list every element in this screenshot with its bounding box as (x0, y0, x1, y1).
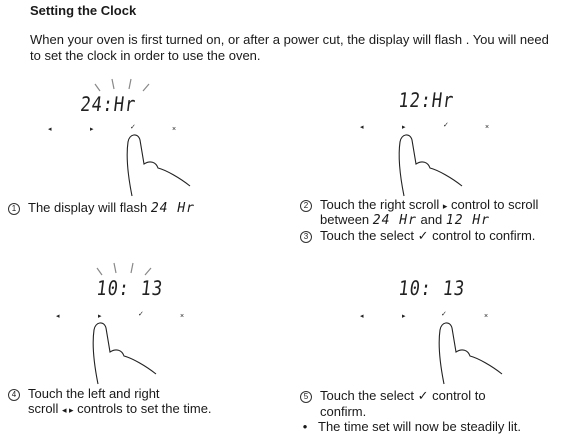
step-text: control to scroll (451, 197, 539, 212)
right-scroll-icon[interactable]: ▸ (402, 124, 406, 131)
pointing-hand-icon (432, 316, 522, 386)
step-4-line-2 (28, 401, 212, 418)
step-number-badge: 2 (300, 200, 312, 212)
cancel-icon[interactable]: × (485, 124, 490, 131)
step-5-line-2: confirm. (320, 404, 367, 419)
left-scroll-icon[interactable]: ◂ (360, 313, 364, 320)
select-icon: ✓ (417, 388, 429, 403)
step-2-line-2 (320, 212, 490, 229)
left-scroll-icon[interactable]: ◂ (360, 124, 364, 131)
intro-paragraph: When your oven is first turned on, or after a power cut, the display will flash . You will need to set the clock in order to use the oven. (30, 32, 549, 63)
pointing-hand-icon (392, 128, 482, 198)
display-code: 24 Hr (372, 213, 417, 228)
bullet-text: The time set will now be steadily lit. (318, 419, 522, 434)
bullet-icon: • (302, 419, 308, 434)
step-number-badge: 3 (300, 231, 312, 243)
step-4 (8, 386, 160, 402)
step-number-badge: 1 (8, 203, 20, 215)
lcd-display-time: 10: 13 (397, 276, 467, 300)
step-3 (300, 228, 535, 244)
cancel-icon[interactable]: × (180, 313, 185, 320)
cancel-icon[interactable]: × (172, 126, 177, 133)
step-text: Touch the select (320, 388, 414, 403)
step-text: and (420, 212, 443, 227)
select-icon[interactable]: ✓ (443, 122, 449, 129)
step-text: control to confirm. (432, 228, 536, 243)
left-scroll-icon[interactable]: ◂ (48, 126, 52, 133)
select-icon: ✓ (417, 228, 429, 243)
step-text: controls to set the time. (77, 401, 212, 416)
right-scroll-icon[interactable]: ▸ (90, 126, 94, 133)
flash-rays-icon (96, 262, 156, 276)
cancel-icon[interactable]: × (484, 313, 489, 320)
step-text: Touch the select (320, 228, 414, 243)
display-code: 12 Hr (445, 213, 491, 228)
step-text: The display will flash (28, 200, 148, 215)
bullet-note (300, 419, 521, 435)
lcd-display-time: 10: 13 (95, 276, 165, 300)
step-text: between (320, 212, 370, 227)
right-scroll-icon: ▸ (442, 201, 448, 211)
display-code: 24 Hr (150, 201, 195, 216)
step-number-badge: 5 (300, 391, 312, 403)
select-icon[interactable]: ✓ (441, 311, 447, 318)
scroll-arrows-icon: ◂ ▸ (61, 405, 74, 415)
flash-rays-icon (94, 78, 154, 92)
left-scroll-icon[interactable]: ◂ (56, 313, 60, 320)
step-text: Touch the left and right (28, 386, 160, 401)
lcd-display-12hr: 12:Hr (397, 88, 456, 112)
right-scroll-icon[interactable]: ▸ (98, 313, 102, 320)
lcd-display-24hr: 24:Hr (79, 92, 138, 116)
step-5 (300, 388, 486, 404)
step-text: scroll (28, 401, 59, 416)
page-title: Setting the Clock (30, 3, 137, 18)
select-icon[interactable]: ✓ (130, 124, 136, 131)
pointing-hand-icon (86, 316, 176, 386)
select-icon[interactable]: ✓ (138, 311, 144, 318)
step-text: Touch the right scroll (320, 197, 440, 212)
pointing-hand-icon (120, 128, 210, 198)
step-1 (8, 200, 195, 217)
step-number-badge: 4 (8, 389, 20, 401)
right-scroll-icon[interactable]: ▸ (402, 313, 406, 320)
step-text: control to (432, 388, 486, 403)
